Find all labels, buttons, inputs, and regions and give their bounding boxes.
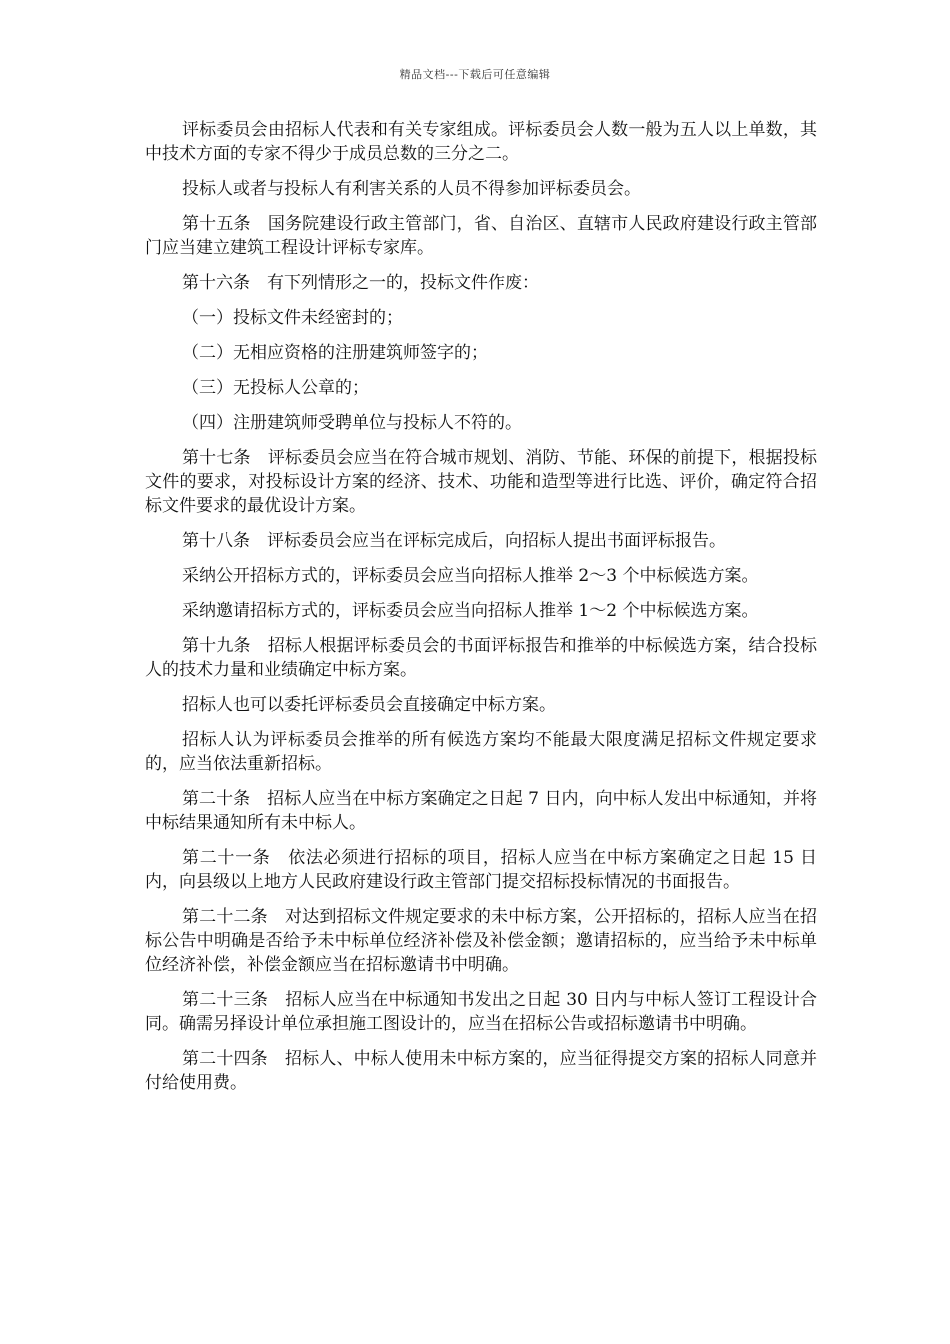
paragraph-19: 第二十三条 招标人应当在中标通知书发出之日起 30 日内与中标人签订工程设计合同。确需另择设计单位承担施工图设计的，应当在招标公告或招标邀请书中明确。 (145, 990, 817, 1034)
paragraph-12: 采纳邀请招标方式的，评标委员会应当向招标人推举 1～2 个中标候选方案。 (182, 601, 759, 621)
paragraph-1: 评标委员会由招标人代表和有关专家组成。评标委员会人数一般为五人以上单数，其中技术方面的专家不得少于成员总数的三分之二。 (145, 120, 817, 164)
paragraph-14: 招标人也可以委托评标委员会直接确定中标方案。 (182, 695, 556, 715)
document-body (145, 118, 817, 1106)
paragraph-4: 第十六条 有下列情形之一的，投标文件作废： (182, 273, 539, 293)
paragraph-2: 投标人或者与投标人有利害关系的人员不得参加评标委员会。 (182, 179, 641, 199)
paragraph-8: （四）注册建筑师受聘单位与投标人不符的。 (182, 413, 522, 433)
paragraph-16: 第二十条 招标人应当在中标方案确定之日起 7 日内，向中标人发出中标通知，并将中标结果通知所有未中标人。 (145, 789, 817, 833)
paragraph-7: （三）无投标人公章的； (182, 378, 369, 398)
paragraph-3: 第十五条 国务院建设行政主管部门，省、自治区、直辖市人民政府建设行政主管部门应当建立建筑工程设计评标专家库。 (145, 214, 817, 258)
paragraph-5: （一）投标文件未经密封的； (182, 308, 403, 328)
paragraph-17: 第二十一条 依法必须进行招标的项目，招标人应当在中标方案确定之日起 15 日内，向县级以上地方人民政府建设行政主管部门提交招标投标情况的书面报告。 (145, 848, 817, 892)
paragraph-15: 招标人认为评标委员会推举的所有候选方案均不能最大限度满足招标文件规定要求的，应当依法重新招标。 (145, 730, 817, 774)
paragraph-10: 第十八条 评标委员会应当在评标完成后，向招标人提出书面评标报告。 (182, 531, 726, 551)
paragraph-20: 第二十四条 招标人、中标人使用未中标方案的，应当征得提交方案的招标人同意并付给使用费。 (145, 1049, 817, 1093)
paragraph-11: 采纳公开招标方式的，评标委员会应当向招标人推举 2～3 个中标候选方案。 (182, 566, 759, 586)
paragraph-9: 第十七条 评标委员会应当在符合城市规划、消防、节能、环保的前提下，根据投标文件的要求，对投标设计方案的经济、技术、功能和造型等进行比选、评价，确定符合招标文件要求的最优设计方案。 (145, 448, 817, 516)
page-header: 精品文档---下载后可任意编辑 (399, 68, 551, 81)
paragraph-6: （二）无相应资格的注册建筑师签字的； (182, 343, 488, 363)
paragraph-13: 第十九条 招标人根据评标委员会的书面评标报告和推举的中标候选方案，结合投标人的技术力量和业绩确定中标方案。 (145, 636, 817, 680)
paragraph-18: 第二十二条 对达到招标文件规定要求的未中标方案，公开招标的，招标人应当在招标公告中明确是否给予未中标单位经济补偿及补偿金额；邀请招标的，应当给予未中标单位经济补偿，补偿金额应当在招标邀请书中明确。 (145, 907, 817, 975)
